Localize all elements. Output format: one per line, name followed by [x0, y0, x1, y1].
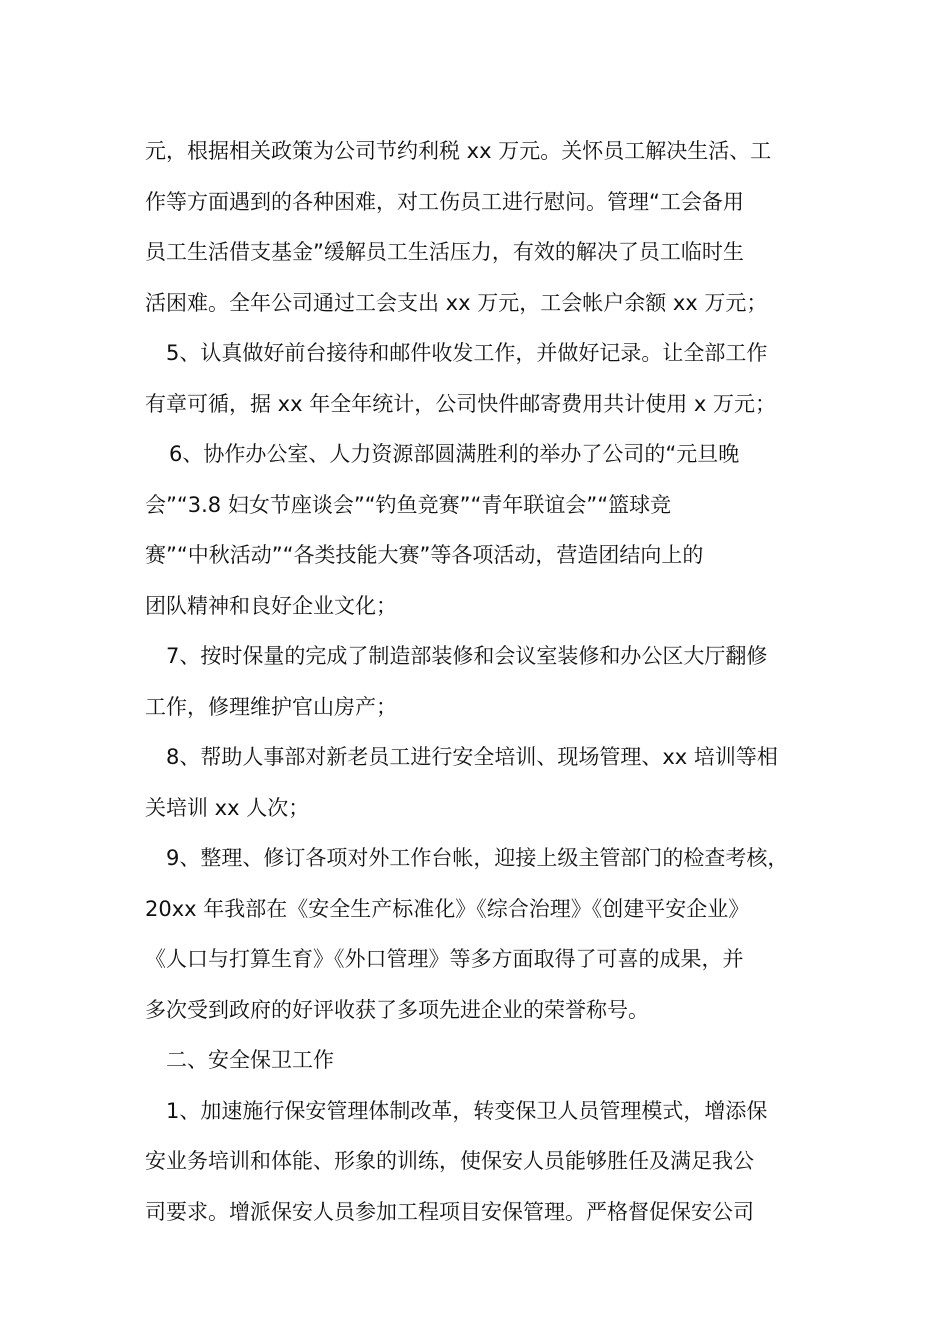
- text-line: 活困难。全年公司通过工会支出 xx 万元，工会帐户余额 xx 万元；: [145, 290, 768, 315]
- text-line: 团队精神和良好企业文化；: [145, 593, 397, 618]
- text-line: 元，根据相关政策为公司节约利税 xx 万元。关怀员工解决生活、工: [145, 139, 772, 163]
- text-line: 员工生活借支基金”缓解员工生活压力，有效的解决了员工临时生: [145, 240, 744, 264]
- text-line: 《人口与打算生育》《外口管理》等多方面取得了可喜的成果，并: [145, 947, 744, 971]
- text-line: 会”“3.8 妇女节座谈会”“钓鱼竞赛”“青年联谊会”“篮球竞: [145, 492, 672, 517]
- text-line: 1、加速施行保安管理体制改革，转变保卫人员管理模式，增添保: [166, 1098, 768, 1123]
- text-line: 7、按时保量的完成了制造部装修和会议室装修和办公区大厅翻修: [166, 644, 768, 668]
- text-line: 工作，修理维护官山房产；: [145, 694, 397, 719]
- text-line: 作等方面遇到的各种困难，对工伤员工进行慰问。管理“工会备用: [145, 189, 744, 214]
- text-line: 赛”“中秋活动”“各类技能大赛”等各项活动，营造团结向上的: [145, 543, 704, 567]
- text-line: 多次受到政府的好评收获了多项先进企业的荣誉称号。: [145, 997, 649, 1022]
- text-line: 8、帮助人事部对新老员工进行安全培训、现场管理、xx 培训等相: [166, 745, 778, 769]
- text-line: 5、认真做好前台接待和邮件收发工作，并做好记录。让全部工作: [166, 341, 768, 365]
- document-body: [145, 126, 813, 1237]
- text-line: 关培训 xx 人次；: [145, 795, 310, 820]
- text-line: 20xx 年我部在《安全生产标准化》《综合治理》《创建平安企业》: [145, 896, 750, 921]
- text-line: 司要求。增派保安人员参加工程项目安保管理。严格督促保安公司: [145, 1199, 754, 1224]
- text-line: 6、协作办公室、人力资源部圆满胜利的举办了公司的“元旦晚: [169, 442, 740, 466]
- text-line: 安业务培训和体能、形象的训练，使保安人员能够胜任及满足我公: [145, 1149, 754, 1173]
- text-line: 9、整理、修订各项对外工作台帐，迎接上级主管部门的检查考核，: [166, 846, 789, 870]
- section-heading: 二、安全保卫工作: [166, 1048, 334, 1072]
- text-line: 有章可循，据 xx 年全年统计，公司快件邮寄费用共计使用 x 万元；: [145, 391, 776, 416]
